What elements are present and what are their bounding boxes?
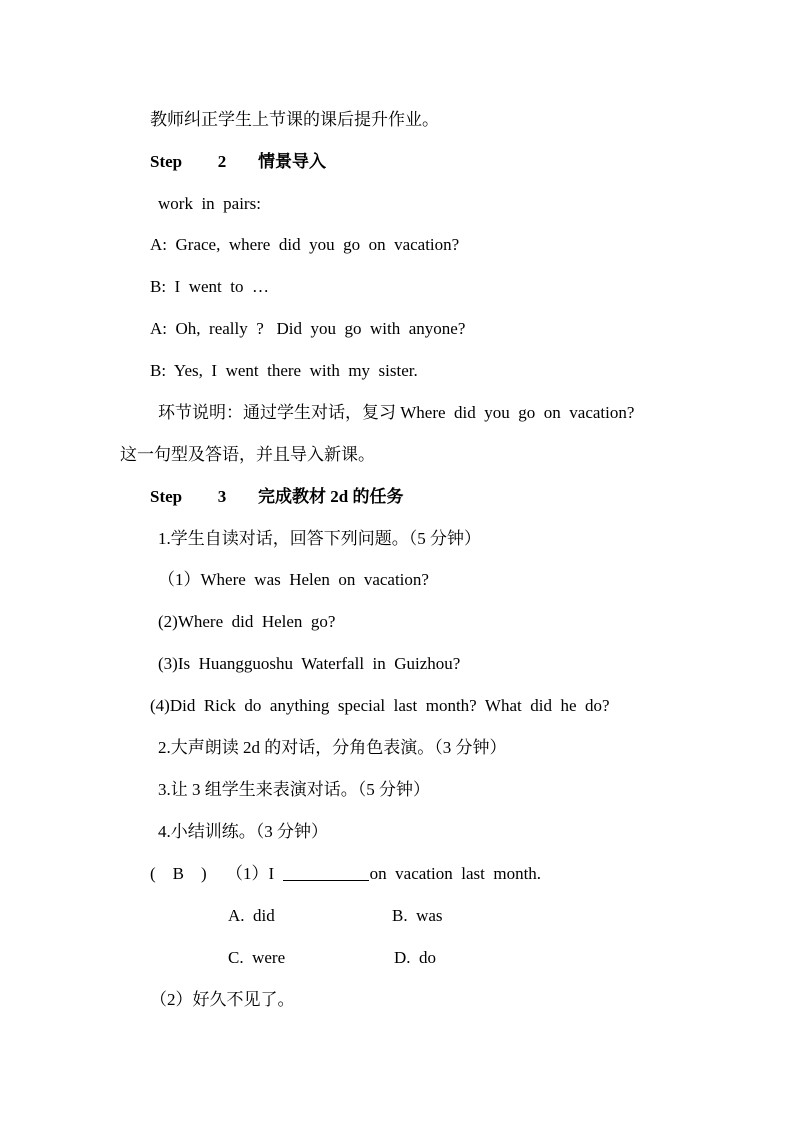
question-2: (2)Where did Helen go? [158, 612, 336, 631]
dialogue-b1: B: I went to … [150, 277, 269, 296]
step2-label: Step [150, 152, 183, 171]
question-3: (3)Is Huangguoshu Waterfall in Guizhou? [158, 654, 461, 673]
exercise-1-blank [283, 864, 369, 881]
exercise-1-prefix: （1）I [226, 864, 283, 883]
task-2: 2.大声朗读 2d 的对话，分角色表演。（3 分钟） [158, 738, 507, 757]
step3-title: 完成教材 2d 的任务 [258, 487, 404, 506]
work-in-pairs-line: work in pairs: [158, 194, 261, 213]
option-a: A. did [228, 906, 275, 925]
dialogue-a2: A: Oh, really ? Did you go with anyone? [150, 319, 466, 338]
step2-title: 情景导入 [258, 152, 326, 171]
step2-number: 2 [217, 152, 227, 171]
step3-number: 3 [217, 487, 227, 506]
exercise-2: （2）好久不见了。 [150, 990, 295, 1009]
dialogue-a1: A: Grace, where did you go on vacation? [150, 235, 460, 254]
exercise-1-answer: ( B ) [150, 864, 207, 883]
exercise-1 [150, 862, 541, 886]
explanation-line-1: 环节说明：通过学生对话，复习 Where did you go on vacation? [158, 403, 635, 422]
question-1: （1）Where was Helen on vacation? [158, 570, 429, 589]
step3-label: Step [150, 487, 183, 506]
task-1: 1.学生自读对话，回答下列问题。（5 分钟） [158, 529, 481, 548]
step2-heading [150, 150, 326, 174]
dialogue-b2: B: Yes, I went there with my sister. [150, 361, 418, 380]
explanation-line-2: 这一句型及答语，并且导入新课。 [120, 445, 375, 464]
exercise-1-suffix: on vacation last month. [369, 864, 542, 883]
option-c: C. were [228, 948, 286, 967]
option-d: D. do [394, 948, 437, 967]
task-3: 3.让 3 组学生来表演对话。（5 分钟） [158, 780, 430, 799]
option-b: B. was [392, 906, 443, 925]
step3-heading [150, 485, 403, 509]
paragraph-correction: 教师纠正学生上节课的课后提升作业。 [150, 110, 439, 129]
question-4: (4)Did Rick do anything special last month? What did he do? [150, 696, 610, 715]
task-4: 4.小结训练。（3 分钟） [158, 822, 328, 841]
